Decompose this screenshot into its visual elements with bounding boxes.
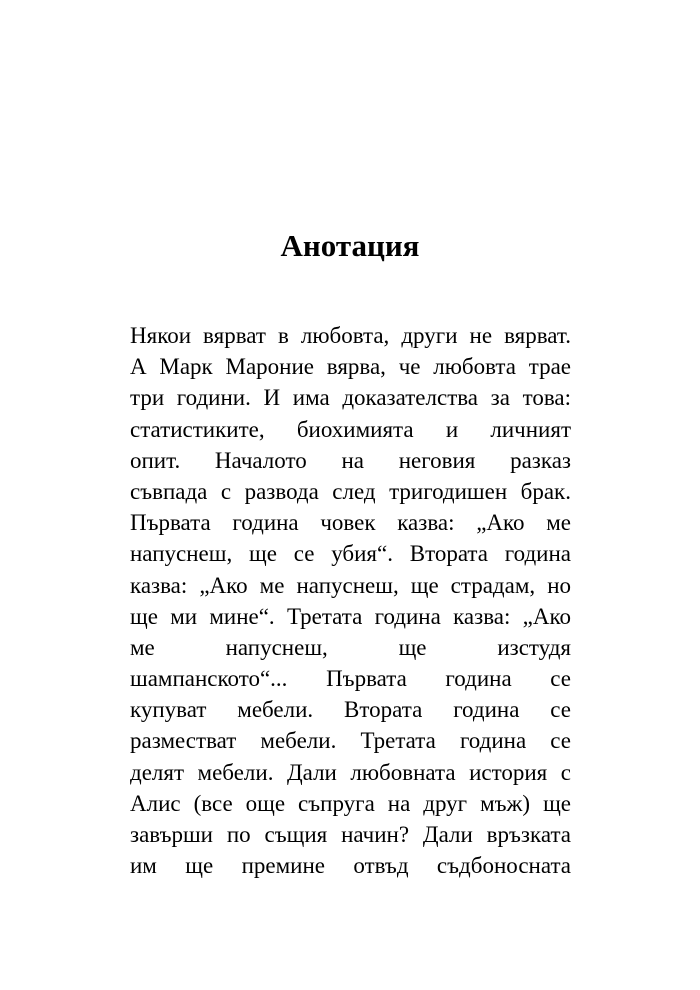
- text-line: шампанското“... Първата година се: [130, 666, 571, 692]
- text-line: разместват мебели. Третата година се: [130, 728, 571, 754]
- text-line: А Марк Мароние вярва, че любовта трае: [130, 354, 571, 380]
- text-line: напуснеш, ще се убия“. Втората година: [130, 541, 571, 567]
- text-line: делят мебели. Дали любовната история с: [130, 759, 571, 785]
- text-line: съвпада с развода след тригодишен брак.: [130, 478, 571, 504]
- text-line: опит. Началото на неговия разказ: [130, 447, 571, 473]
- page-title: Анотация: [280, 228, 420, 263]
- text-line: им ще премине отвъд съдбоносната: [130, 853, 571, 879]
- text-line: завърши по същия начин? Дали връзката: [130, 822, 571, 847]
- text-line: Първата година човек казва: „Ако ме: [130, 510, 571, 536]
- text-line: статистиките, биохимията и личният: [130, 416, 571, 442]
- text-line: Някои вярват в любовта, други не вярват.: [130, 323, 571, 348]
- text-line: купуват мебели. Втората година се: [130, 697, 571, 723]
- text-line: три години. И има доказателства за това:: [130, 385, 571, 411]
- text-line: ме напуснеш, ще изстудя: [130, 634, 571, 660]
- text-line: Алис (все още съпруга на друг мъж) ще: [130, 790, 571, 816]
- annotation-text: [130, 320, 571, 881]
- text-line: ще ми мине“. Третата година казва: „Ако: [130, 603, 571, 629]
- text-line: казва: „Ако ме напуснеш, ще страдам, но: [130, 572, 571, 598]
